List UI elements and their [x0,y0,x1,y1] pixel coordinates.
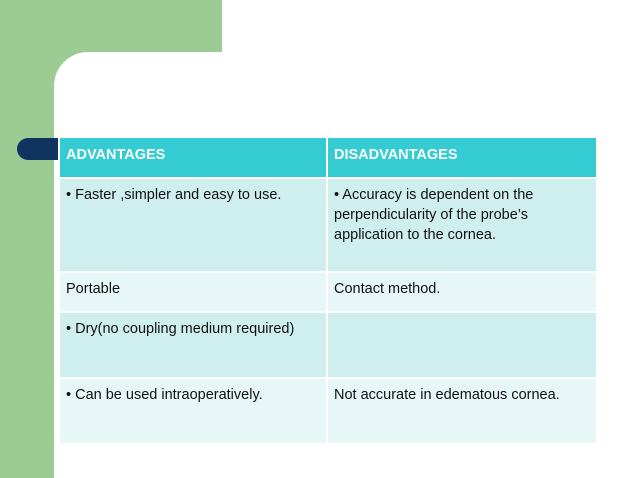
table-row [59,178,597,272]
comparison-table [58,136,598,445]
header-advantages: ADVANTAGES [59,137,327,178]
table-header-row [59,137,597,178]
table-row [59,312,597,378]
disadvantage-cell: Contact method. [327,272,597,312]
table-row [59,272,597,312]
advantage-cell: Portable [59,272,327,312]
advantage-cell: • Can be used intraoperatively. [59,378,327,444]
advantage-cell: • Dry(no coupling medium required) [59,312,327,378]
disadvantage-cell [327,312,597,378]
disadvantage-cell: • Accuracy is dependent on the perpendicularity of the probe’s application to the cornea. [327,178,597,272]
table-row [59,378,597,444]
advantage-cell: • Faster ,simpler and easy to use. [59,178,327,272]
disadvantage-cell: Not accurate in edematous cornea. [327,378,597,444]
header-disadvantages: DISADVANTAGES [327,137,597,178]
